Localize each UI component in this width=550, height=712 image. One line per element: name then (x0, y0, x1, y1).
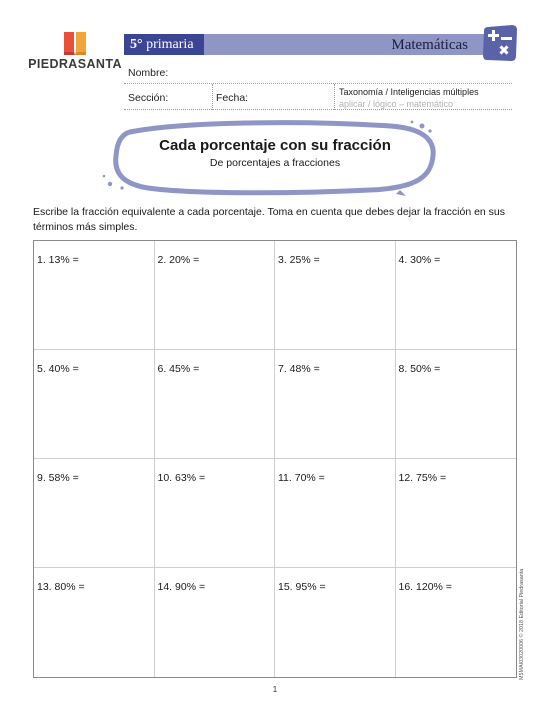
taxonomy-title: Taxonomía / Inteligencias múltiples (339, 87, 479, 97)
grade-label (124, 34, 204, 55)
exercise-cell[interactable]: 3. 25% = (275, 241, 396, 350)
plus-minus-times-icon (482, 24, 518, 62)
exercise-cell[interactable]: 1. 13% = (34, 241, 155, 350)
worksheet-title: Cada porcentaje con su fracción (159, 137, 391, 154)
copyright-code-text: M5MAI03020006 © 2018 Editorial Piedrasanta (519, 568, 525, 680)
grade-number: 5° (130, 37, 143, 52)
exercise-cell[interactable]: 4. 30% = (396, 241, 517, 350)
exercise-cell[interactable]: 13. 80% = (34, 568, 155, 677)
exercise-cell[interactable]: 10. 63% = (155, 459, 276, 568)
instructions-text: Escribe la fracción equivalente a cada porcentaje. Toma en cuenta que debes dejar la fracción en sus términos más simples. (33, 206, 506, 233)
date-label: Fecha: (216, 92, 249, 104)
taxonomy-values: aplicar / lógico – matemático (339, 99, 454, 109)
piedrasanta-logo-icon (62, 30, 88, 56)
exercise-cell[interactable]: 11. 70% = (275, 459, 396, 568)
copyright-code (519, 552, 528, 680)
field-divider (334, 84, 335, 110)
page-number: 1 (272, 685, 278, 694)
section-label: Sección: (128, 92, 169, 104)
grade-word: primaria (146, 37, 194, 52)
exercise-cell[interactable]: 9. 58% = (34, 459, 155, 568)
exercise-cell[interactable]: 2. 20% = (155, 241, 276, 350)
exercise-cell[interactable]: 5. 40% = (34, 350, 155, 459)
name-label: Nombre: (128, 67, 169, 79)
exercise-cell[interactable]: 16. 120% = (398, 581, 452, 593)
worksheet-subtitle: De porcentajes a fracciones (209, 157, 341, 169)
exercise-cell[interactable]: 15. 95% = (275, 568, 396, 677)
exercise-cell[interactable]: 7. 48% = (275, 350, 396, 459)
subject-title: Matemáticas (391, 37, 468, 53)
section-field[interactable] (124, 109, 512, 110)
exercise-cell[interactable]: 12. 75% = (396, 459, 517, 568)
exercise-cell[interactable]: 6. 45% = (155, 350, 276, 459)
exercise-cell[interactable]: 14. 90% = (155, 568, 276, 677)
brand-name: PIEDRASANTA (28, 57, 122, 71)
exercise-grid (33, 240, 517, 678)
field-divider (212, 84, 213, 110)
name-field[interactable] (124, 83, 512, 84)
exercise-cell[interactable]: 8. 50% = (396, 350, 517, 459)
